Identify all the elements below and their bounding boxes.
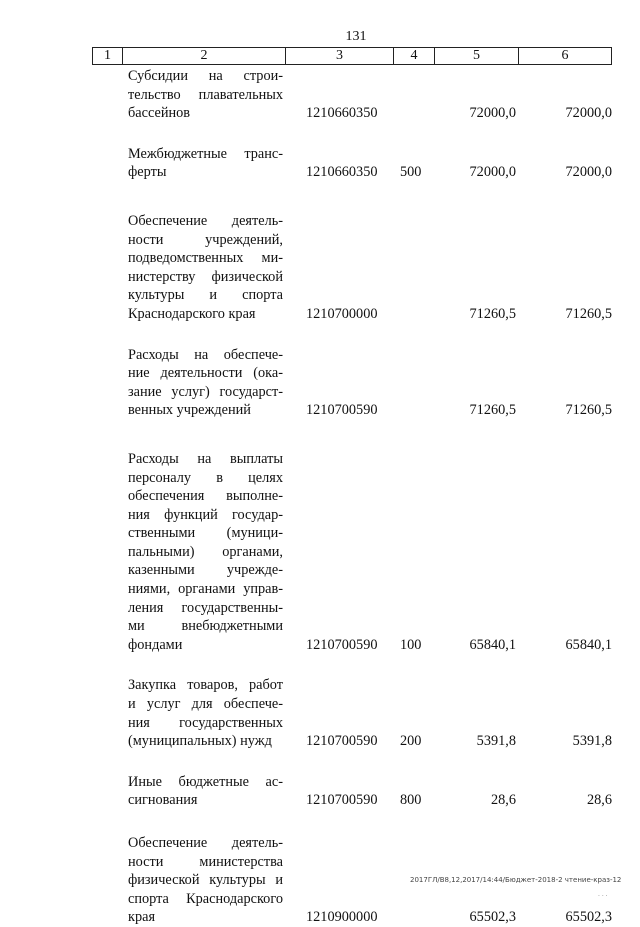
row-value-6: 72000,0 bbox=[565, 105, 612, 122]
row-value-5: 72000,0 bbox=[469, 105, 516, 122]
description-line: Обеспечение деятель- bbox=[128, 212, 283, 229]
description-line: казенными учрежде- bbox=[128, 562, 283, 579]
row-value-5: 5391,8 bbox=[476, 733, 516, 750]
header-col-5: 5 bbox=[435, 48, 519, 64]
header-col-1: 1 bbox=[93, 48, 123, 64]
description-line: и услуг для обеспече- bbox=[128, 696, 283, 713]
description-line: бассейнов bbox=[128, 105, 191, 122]
table-row bbox=[92, 773, 612, 810]
row-value-6: 72000,0 bbox=[565, 164, 612, 181]
description-line: обеспечения выполне- bbox=[128, 488, 283, 505]
row-value-6: 65840,1 bbox=[565, 636, 612, 653]
row-value-5: 71260,5 bbox=[469, 305, 516, 322]
row-description bbox=[128, 145, 283, 182]
description-line: ности учреждений, bbox=[128, 231, 283, 248]
row-code: 1210700590 bbox=[306, 733, 378, 750]
row-code: 1210700000 bbox=[306, 305, 378, 322]
description-line: ния функций государ- bbox=[128, 506, 283, 523]
table-row bbox=[92, 676, 612, 750]
footer-stamp: 2017ГЛ/В8,12,2017/14:44/Бюджет-2018-2 чтение-краз-12 bbox=[410, 876, 622, 884]
table-row bbox=[92, 346, 612, 420]
description-line: пальными) органами, bbox=[128, 543, 283, 560]
row-description bbox=[128, 346, 283, 420]
row-description bbox=[128, 834, 283, 927]
header-col-3: 3 bbox=[286, 48, 394, 64]
row-code: 1210700590 bbox=[306, 402, 378, 419]
row-type: 200 bbox=[400, 733, 422, 750]
row-description bbox=[128, 212, 283, 324]
description-line: ния государственных bbox=[128, 714, 283, 731]
row-type: 100 bbox=[400, 636, 422, 653]
description-line: спорта Краснодарского bbox=[128, 890, 283, 907]
description-line: сигнования bbox=[128, 792, 198, 809]
row-value-5: 65840,1 bbox=[469, 636, 516, 653]
header-col-4: 4 bbox=[394, 48, 435, 64]
table-row bbox=[92, 212, 612, 324]
description-line: подведомственных ми- bbox=[128, 250, 283, 267]
description-line: Краснодарского края bbox=[128, 305, 256, 322]
table-header bbox=[92, 47, 612, 65]
description-line: культуры и спорта bbox=[128, 287, 283, 304]
description-line: ние деятельности (ока- bbox=[128, 365, 283, 382]
description-line: Межбюджетные транс- bbox=[128, 145, 283, 162]
row-description bbox=[128, 676, 283, 750]
row-code: 1210900000 bbox=[306, 909, 378, 926]
description-line: Расходы на выплаты bbox=[128, 450, 283, 467]
page-number: 131 bbox=[345, 29, 367, 44]
description-line: венных учреждений bbox=[128, 402, 251, 419]
description-line: ности министерства bbox=[128, 853, 283, 870]
description-line: Субсидии на строи- bbox=[128, 68, 283, 84]
description-line: зание услуг) государст- bbox=[128, 383, 283, 400]
description-line: ления государственны- bbox=[128, 599, 283, 616]
row-description bbox=[128, 67, 283, 123]
row-code: 1210700590 bbox=[306, 636, 378, 653]
description-line: ственными (муници- bbox=[128, 525, 283, 542]
footer-mark: · · · bbox=[598, 893, 608, 900]
row-type: 800 bbox=[400, 792, 422, 809]
header-col-6: 6 bbox=[561, 48, 569, 63]
description-line: Обеспечение деятель- bbox=[128, 835, 283, 851]
description-line: персоналу в целях bbox=[128, 469, 283, 486]
row-code: 1210660350 bbox=[306, 164, 378, 181]
row-value-5: 71260,5 bbox=[469, 402, 516, 419]
row-description bbox=[128, 773, 283, 810]
row-value-6: 28,6 bbox=[586, 792, 612, 809]
description-line: ми внебюджетными bbox=[128, 618, 283, 635]
row-value-6: 65502,3 bbox=[565, 909, 612, 926]
row-value-5: 72000,0 bbox=[469, 164, 516, 181]
description-line: ферты bbox=[128, 164, 167, 181]
description-line: нистерству физической bbox=[128, 268, 283, 285]
table-row bbox=[92, 67, 612, 123]
row-value-6: 71260,5 bbox=[565, 305, 612, 322]
row-value-5: 65502,3 bbox=[469, 909, 516, 926]
description-line: физической культуры и bbox=[128, 872, 283, 889]
row-value-5: 28,6 bbox=[490, 792, 516, 809]
description-line: края bbox=[128, 909, 156, 926]
table-body bbox=[92, 67, 612, 927]
row-value-6: 71260,5 bbox=[565, 402, 612, 419]
row-value-6: 5391,8 bbox=[572, 733, 612, 750]
header-col-2: 2 bbox=[123, 48, 286, 64]
description-line: Иные бюджетные ас- bbox=[128, 773, 283, 790]
description-line: (муниципальных) нужд bbox=[128, 733, 272, 750]
row-code: 1210700590 bbox=[306, 792, 378, 809]
row-code: 1210660350 bbox=[306, 105, 378, 122]
description-line: Закупка товаров, работ bbox=[128, 677, 283, 694]
description-line: Расходы на обеспече- bbox=[128, 346, 283, 363]
table-row bbox=[92, 145, 612, 182]
description-line: ниями, органами управ- bbox=[128, 581, 283, 598]
description-line: тельство плавательных bbox=[128, 86, 283, 103]
description-line: фондами bbox=[128, 636, 183, 653]
row-type: 500 bbox=[400, 164, 422, 181]
table-row bbox=[92, 450, 612, 655]
row-description bbox=[128, 450, 283, 655]
